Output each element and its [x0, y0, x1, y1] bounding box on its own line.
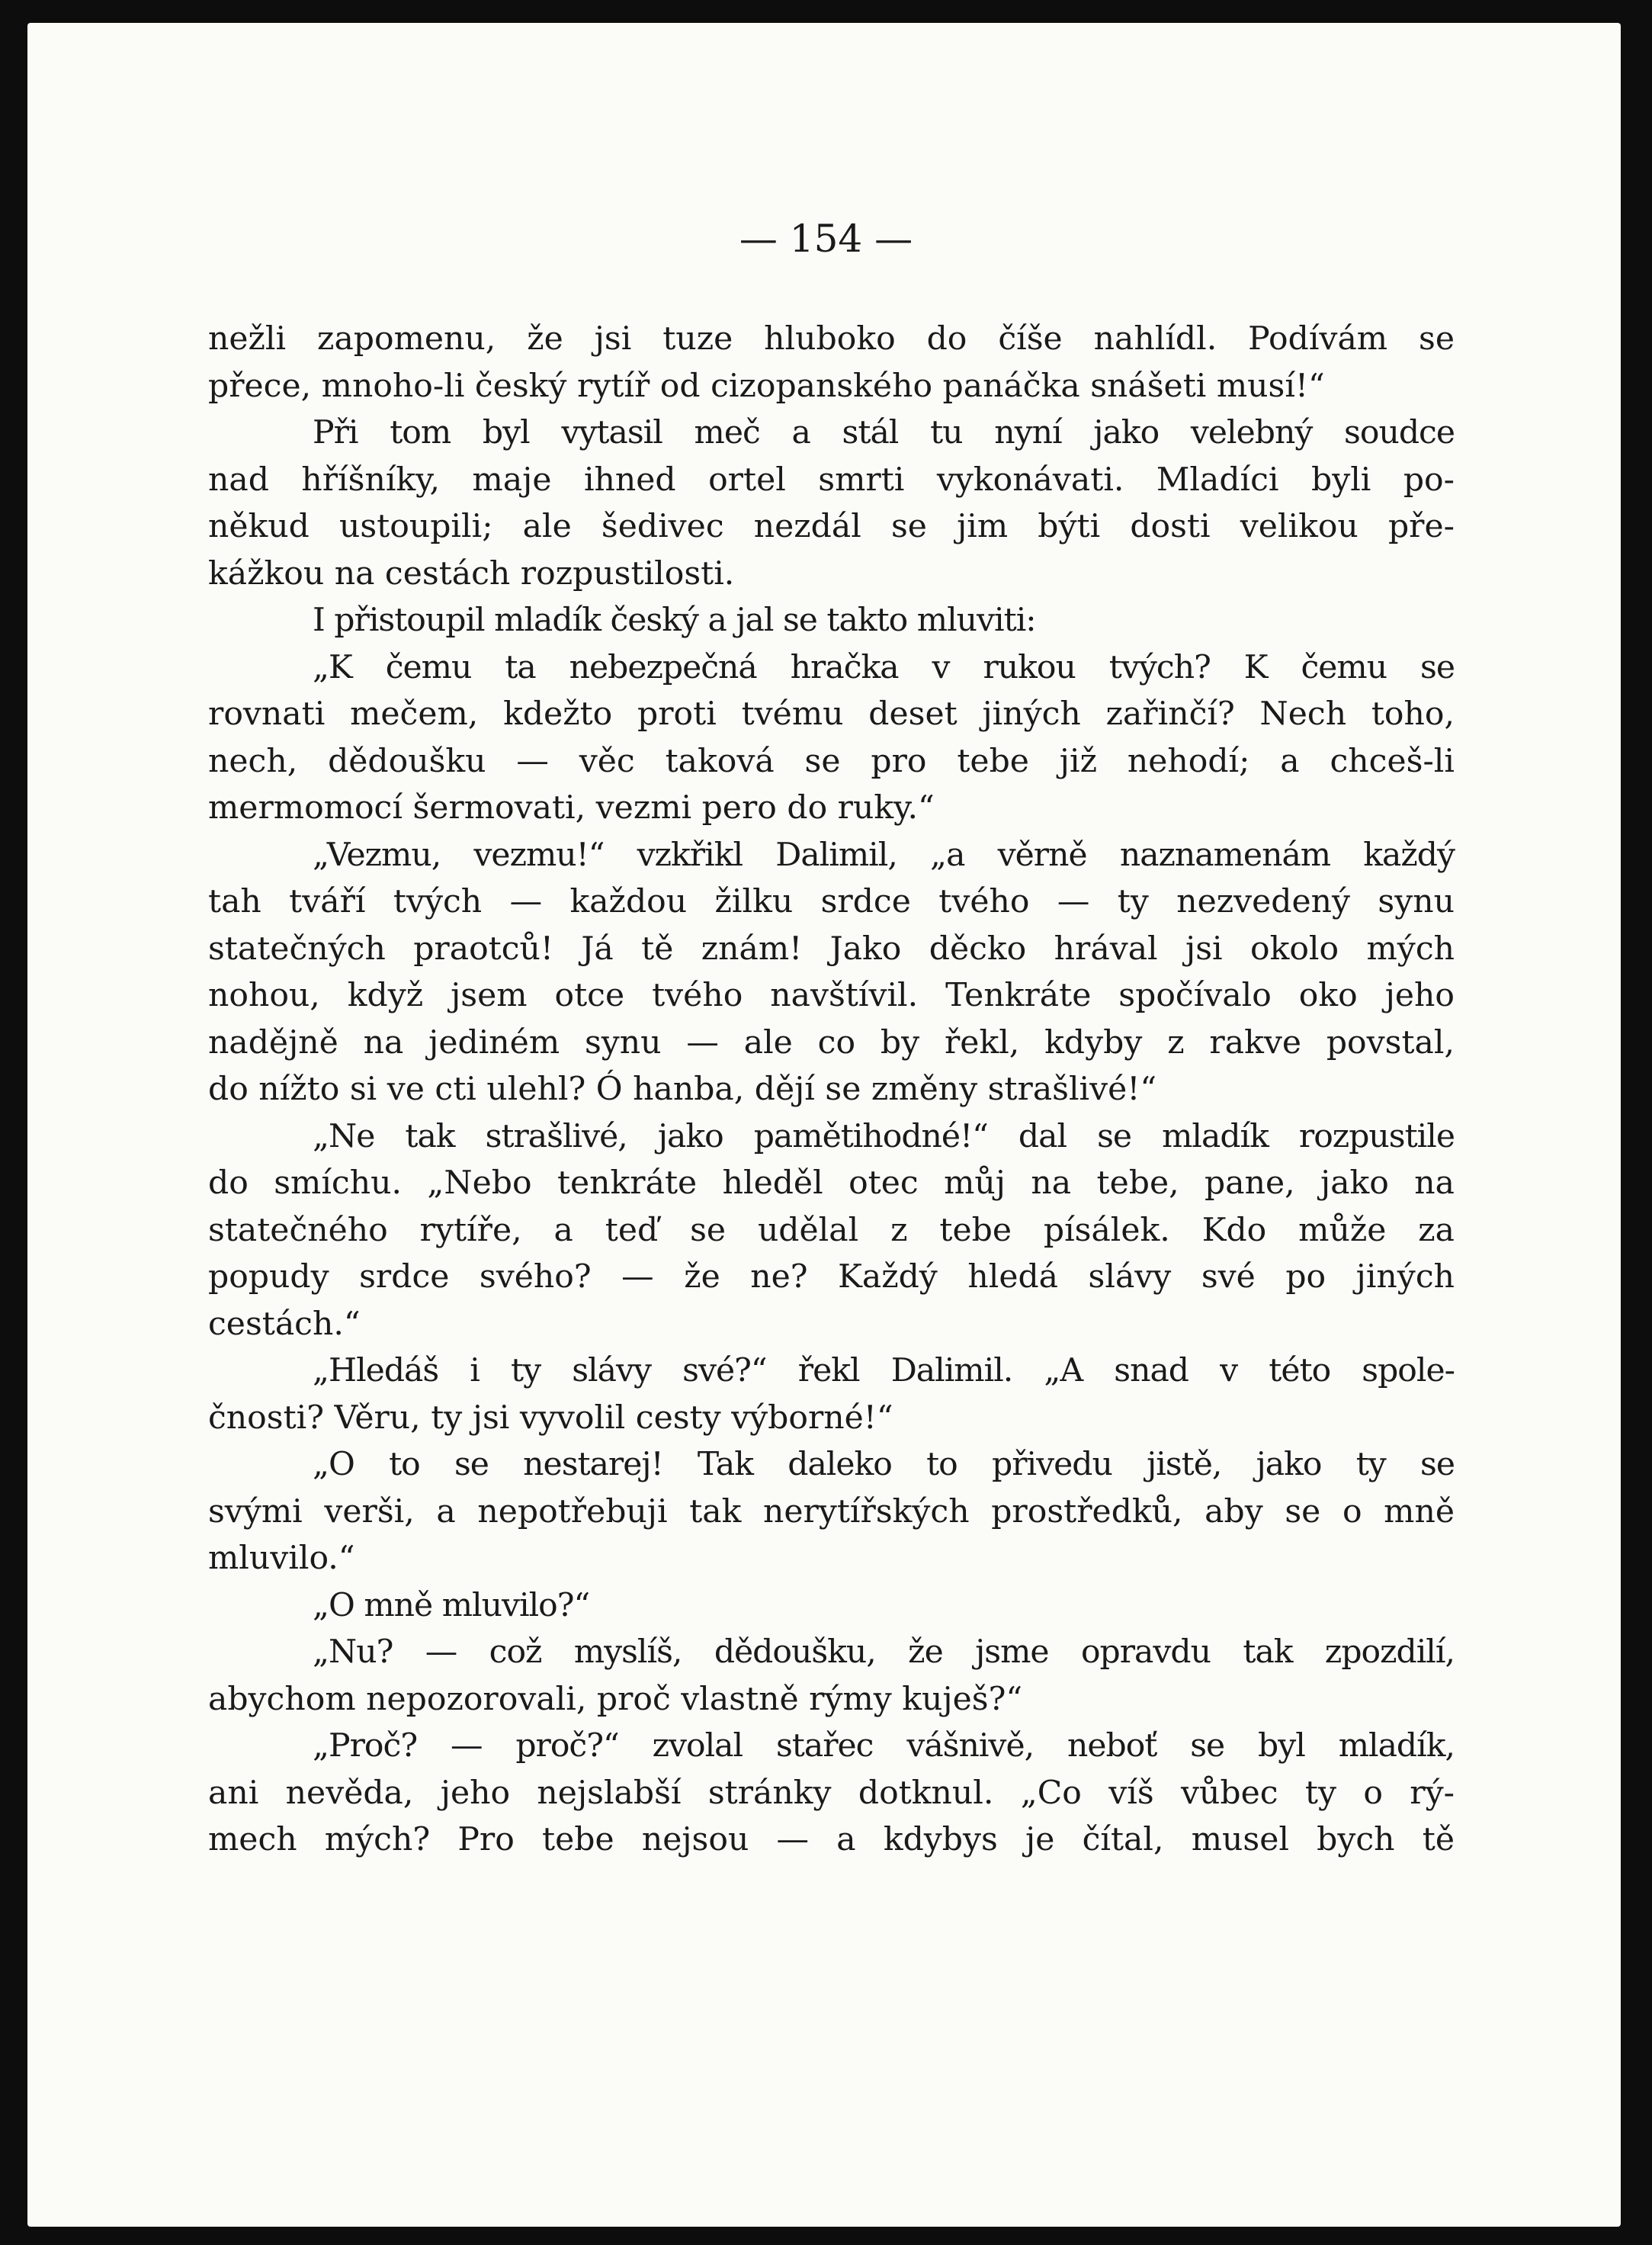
text-line: statečného rytíře, a teď se udělal z tebe písálek. Kdo může za — [208, 1211, 1455, 1249]
text-line: „Vezmu, vezmu!“ vzkřikl Dalimil, „a věrně naznamenám každý — [313, 836, 1455, 874]
text-line: cestách.“ — [208, 1305, 361, 1343]
text-line: mermomocí šermovati, vezmi pero do ruky.“ — [208, 789, 935, 827]
text-line: nadějně na jediném synu — ale co by řekl, kdyby z rakve povstal, — [208, 1023, 1455, 1061]
text-line: rovnati mečem, kdežto proti tvému deset jiných zařinčí? Nech toho, — [208, 695, 1455, 733]
text-line: nohou, když jsem otce tvého navštívil. Tenkráte spočívalo oko jeho — [208, 977, 1455, 1014]
text-line: mluvilo.“ — [208, 1540, 355, 1577]
text-line: do smíchu. „Nebo tenkráte hleděl otec můj na tebe, pane, jako na — [208, 1164, 1455, 1202]
text-line: „O to se nestarej! Tak daleko to přivedu jistě, jako ty se — [313, 1446, 1455, 1483]
body-text — [208, 316, 1455, 1864]
text-line: „K čemu ta nebezpečná hračka v rukou tvých? K čemu se — [313, 648, 1455, 686]
text-line: „Ne tak strašlivé, jako pamětihodné!“ dal se mladík rozpustile — [313, 1117, 1455, 1155]
text-line: do nížto si ve cti ulehl? Ó hanba, dějí se změny strašlivé!“ — [208, 1071, 1157, 1108]
page-number: — 154 — — [739, 217, 913, 261]
text-line: čnosti? Věru, ty jsi vyvolil cesty výborné!“ — [208, 1399, 893, 1437]
text-line: nad hříšníky, maje ihned ortel smrti vykonávati. Mladíci byli po- — [208, 461, 1455, 499]
text-line: nech, dědoušku — věc taková se pro tebe již nehodí; a chceš-li — [208, 742, 1455, 780]
text-line: Při tom byl vytasil meč a stál tu nyní jako velebný soudce — [313, 414, 1455, 451]
text-line: „Hledáš i ty slávy své?“ řekl Dalimil. „A snad v této spole- — [313, 1352, 1455, 1389]
text-line: tah tváří tvých — každou žilku srdce tvého — ty nezvedený synu — [208, 883, 1455, 920]
text-line: „O mně mluvilo?“ — [313, 1586, 590, 1624]
text-line: přece, mnoho-li český rytíř od cizopanského panáčka snášeti musí!“ — [208, 367, 1325, 405]
text-line: mech mých? Pro tebe nejsou — a kdybys je čítal, musel bych tě — [208, 1821, 1455, 1858]
text-line: někud ustoupili; ale šedivec nezdál se jim býti dosti velikou pře- — [208, 508, 1455, 545]
text-line: svými verši, a nepotřebuji tak nerytířských prostředků, aby se o mně — [208, 1492, 1455, 1530]
text-line: kážkou na cestách rozpustilosti. — [208, 554, 735, 593]
text-line: popudy srdce svého? — že ne? Každý hledá slávy své po jiných — [208, 1258, 1455, 1296]
text-line: „Proč? — proč?“ zvolal stařec vášnivě, neboť se byl mladík, — [313, 1727, 1455, 1765]
text-line: statečných praotců! Já tě znám! Jako děcko hrával jsi okolo mých — [208, 930, 1455, 968]
text-line: abychom nepozorovali, proč vlastně rýmy kuješ?“ — [208, 1680, 1023, 1718]
text-line: ani nevěda, jeho nejslabší stránky dotknul. „Co víš vůbec ty o rý- — [208, 1774, 1455, 1812]
text-line: I přistoupil mladík český a jal se takto mluviti: — [313, 602, 1036, 639]
text-line: nežli zapomenu, že jsi tuze hluboko do číše nahlídl. Podívám se — [208, 320, 1455, 358]
text-line: „Nu? — což myslíš, dědoušku, že jsme opravdu tak zpozdilí, — [313, 1633, 1455, 1671]
